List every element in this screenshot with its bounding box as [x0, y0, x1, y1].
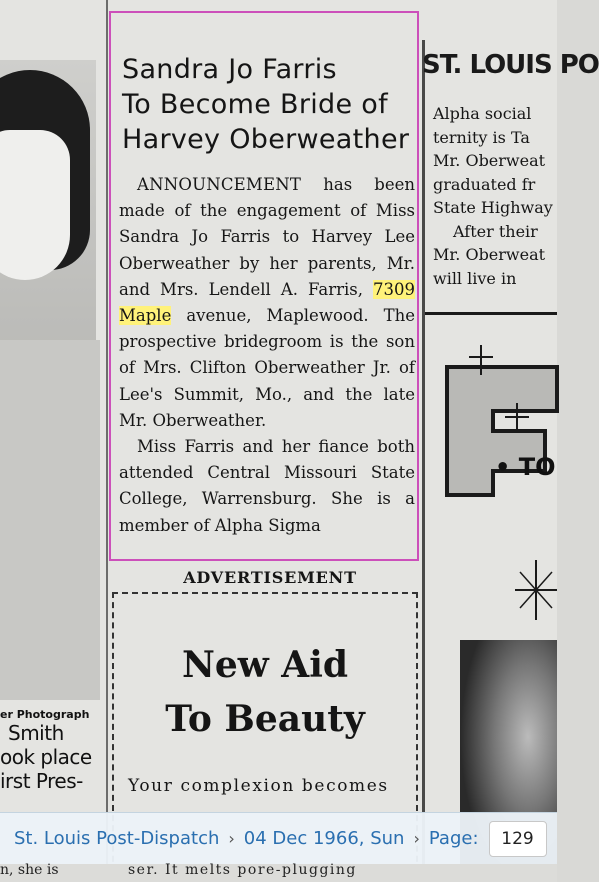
search-match-highlight[interactable]: 7309 Maple: [119, 279, 415, 326]
advertisement-title: [112, 638, 418, 746]
page-label: Page:: [428, 828, 479, 849]
breadcrumb-publication-link[interactable]: St. Louis Post-Dispatch: [14, 828, 220, 849]
article-paragraph: Miss Farris and her fiance both attended Central Missouri State College, Warrensburg. She is a member of Alpha Sigma: [119, 437, 415, 535]
right-line: Alpha social: [433, 104, 532, 123]
breadcrumb-separator: ›: [413, 829, 420, 848]
article-headline: [122, 52, 422, 157]
photo-face-shape: [0, 130, 70, 280]
right-line: will live in: [433, 268, 517, 288]
right-column-heading: ST. LOUIS PO: [422, 50, 599, 80]
section-rule: [425, 312, 557, 315]
caption-line: ook place: [0, 745, 92, 769]
article-paragraph: [119, 172, 415, 434]
headline-line: Sandra Jo Farris: [122, 54, 337, 85]
headline-line: Harvey Oberweather: [122, 124, 410, 155]
snowflake-icon: [515, 560, 557, 620]
right-line: graduated fr: [433, 174, 536, 194]
advertisement-body: Your complexion becomes: [128, 776, 389, 796]
advertisement-label: ADVERTISEMENT: [183, 568, 357, 587]
bottom-cutoff-strip: [0, 864, 557, 882]
advert-title-line: New Aid: [181, 644, 349, 686]
right-line: State Highway: [433, 198, 553, 217]
right-column-text: [433, 102, 557, 290]
column-rule: [106, 0, 108, 882]
headline-line: To Become Bride of: [122, 89, 388, 120]
breadcrumb-separator: ›: [228, 829, 235, 848]
photo-dress-shape: [0, 340, 100, 700]
photo-credit: er Photograph: [0, 708, 90, 721]
cutoff-text: ser. It melts pore-plugging: [128, 862, 357, 878]
article-body: [119, 172, 415, 539]
caption-line: irst Pres-: [0, 769, 83, 793]
paragraph-text: has been made of the engagement of Miss Sandra Jo Farris to Harvey Lee Oberweather by her parents, Mr. and Mrs. Lendell A. Farris,: [119, 175, 415, 299]
page-number-input[interactable]: 129: [489, 821, 547, 857]
breadcrumb-bar: [0, 812, 557, 864]
advert-title-line: To Beauty: [165, 698, 365, 740]
caption-line: Smith: [8, 721, 64, 745]
left-column-caption: [0, 708, 100, 793]
ad-tagline: • TO: [495, 453, 556, 481]
right-line: Mr. Oberweat: [433, 151, 546, 170]
right-line: ternity is Ta: [433, 127, 530, 147]
right-line: After their: [453, 221, 538, 241]
cutoff-text: n, she is: [0, 862, 59, 878]
column-rule: [422, 40, 425, 882]
bride-photo: [0, 60, 96, 690]
paragraph-text: avenue, Maplewood. The prospective bridegroom is the son of Mrs. Clifton Oberweather Jr. of Lee's Summit, Mo., and the late Mr. Oberweather.: [119, 306, 415, 430]
right-line: Mr. Oberweat: [433, 245, 546, 264]
breadcrumb-date-link[interactable]: 04 Dec 1966, Sun: [243, 828, 405, 849]
lead-word: ANNOUNCEMENT: [137, 175, 302, 194]
